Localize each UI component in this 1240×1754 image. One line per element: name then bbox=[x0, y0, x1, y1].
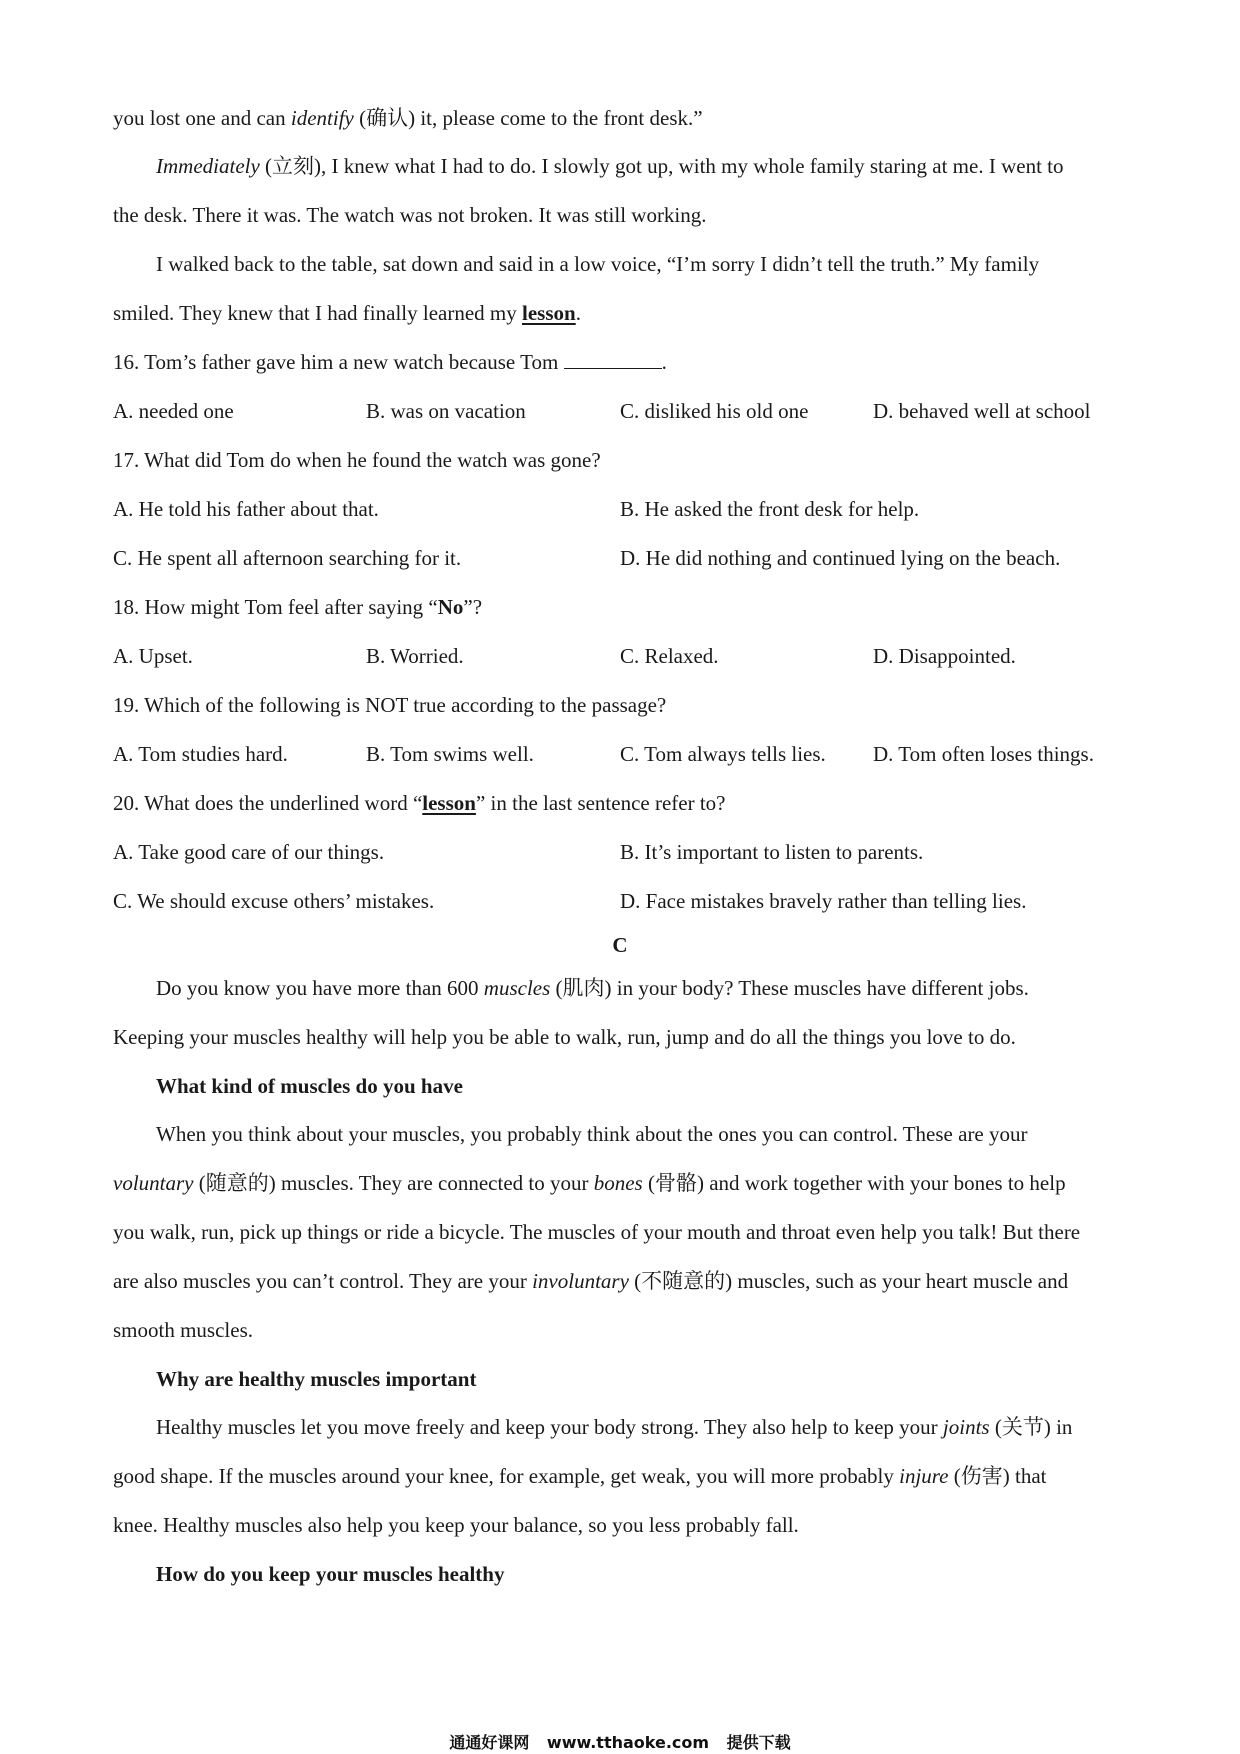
question-17: 17. What did Tom do when he found the watch was gone? bbox=[113, 448, 601, 472]
heading-keep-healthy: How do you keep your muscles healthy bbox=[156, 1562, 505, 1586]
question-18: 18. How might Tom feel after saying “No”? bbox=[113, 595, 483, 619]
q20-option-a: A. Take good care of our things. bbox=[113, 840, 385, 864]
q17-option-c: C. He spent all afternoon searching for it. bbox=[113, 546, 462, 570]
q16-option-c: C. disliked his old one bbox=[620, 399, 809, 423]
footer-note: 提供下载 bbox=[726, 1733, 791, 1752]
section-c-p2-line-4: are also muscles you can’t control. They are your involuntary (不随意的) muscles, such as your heart muscle and bbox=[113, 1269, 1069, 1293]
section-c-p2-line-3: you walk, run, pick up things or ride a bicycle. The muscles of your mouth and throat even help you talk! But there bbox=[113, 1220, 1081, 1244]
section-c-p3-line-1: Healthy muscles let you move freely and keep your body strong. They also help to keep your joints (关节) in bbox=[156, 1415, 1073, 1439]
q19-option-a: A. Tom studies hard. bbox=[113, 742, 288, 766]
passage-b-line-3: the desk. There it was. The watch was not broken. It was still working. bbox=[113, 203, 707, 227]
q17-option-b: B. He asked the front desk for help. bbox=[620, 497, 920, 521]
section-c-p2-line-2: voluntary (随意的) muscles. They are connected to your bones (骨骼) and work together with your bones to help bbox=[113, 1171, 1066, 1195]
q19-option-b: B. Tom swims well. bbox=[366, 742, 534, 766]
q19-option-d: D. Tom often loses things. bbox=[873, 742, 1094, 766]
q17-option-a: A. He told his father about that. bbox=[113, 497, 379, 521]
q16-option-b: B. was on vacation bbox=[366, 399, 526, 423]
q18-option-a: A. Upset. bbox=[113, 644, 193, 668]
passage-b-line-4: I walked back to the table, sat down and said in a low voice, “I’m sorry I didn’t tell the truth.” My family bbox=[156, 252, 1040, 276]
section-c-p1-line-2: Keeping your muscles healthy will help you be able to walk, run, jump and do all the things you love to do. bbox=[113, 1025, 1016, 1049]
q17-option-d: D. He did nothing and continued lying on the beach. bbox=[620, 546, 1061, 570]
q19-option-c: C. Tom always tells lies. bbox=[620, 742, 826, 766]
question-20: 20. What does the underlined word “lesson” in the last sentence refer to? bbox=[113, 791, 726, 815]
q20-option-d: D. Face mistakes bravely rather than telling lies. bbox=[620, 889, 1027, 913]
heading-muscle-kinds: What kind of muscles do you have bbox=[156, 1074, 463, 1098]
answer-blank bbox=[564, 348, 662, 369]
section-c-p1-line-1: Do you know you have more than 600 muscles (肌肉) in your body? These muscles have different jobs. bbox=[156, 976, 1029, 1000]
question-16: 16. Tom’s father gave him a new watch because Tom . bbox=[113, 350, 667, 374]
section-c-p3-line-3: knee. Healthy muscles also help you keep your balance, so you less probably fall. bbox=[113, 1513, 799, 1537]
q20-option-c: C. We should excuse others’ mistakes. bbox=[113, 889, 435, 913]
underlined-word-lesson: lesson bbox=[522, 301, 576, 325]
section-c-p3-line-2: good shape. If the muscles around your knee, for example, get weak, you will more probably injure (伤害) that bbox=[113, 1464, 1047, 1488]
heading-why-healthy: Why are healthy muscles important bbox=[156, 1367, 477, 1391]
passage-b-line-1: you lost one and can identify (确认) it, please come to the front desk.” bbox=[113, 106, 703, 130]
q18-option-b: B. Worried. bbox=[366, 644, 464, 668]
section-c-p2-line-1: When you think about your muscles, you probably think about the ones you can control. These are your bbox=[156, 1122, 1028, 1146]
q20-option-b: B. It’s important to listen to parents. bbox=[620, 840, 924, 864]
q16-option-a: A. needed one bbox=[113, 399, 234, 423]
q18-option-c: C. Relaxed. bbox=[620, 644, 719, 668]
passage-b-line-2: Immediately (立刻), I knew what I had to do. I slowly got up, with my whole family staring at me. I went to bbox=[156, 154, 1064, 178]
question-19: 19. Which of the following is NOT true according to the passage? bbox=[113, 693, 667, 717]
footer-url: www.tthaoke.com bbox=[546, 1733, 710, 1752]
q18-option-d: D. Disappointed. bbox=[873, 644, 1016, 668]
q16-option-d: D. behaved well at school bbox=[873, 399, 1091, 423]
section-c-p2-line-5: smooth muscles. bbox=[113, 1318, 253, 1342]
section-c-title: C bbox=[612, 933, 628, 957]
passage-b-line-5: smiled. They knew that I had finally learned my lesson. bbox=[113, 301, 581, 325]
page-footer bbox=[0, 1730, 1240, 1753]
footer-site-name: 通通好课网 bbox=[449, 1733, 530, 1752]
